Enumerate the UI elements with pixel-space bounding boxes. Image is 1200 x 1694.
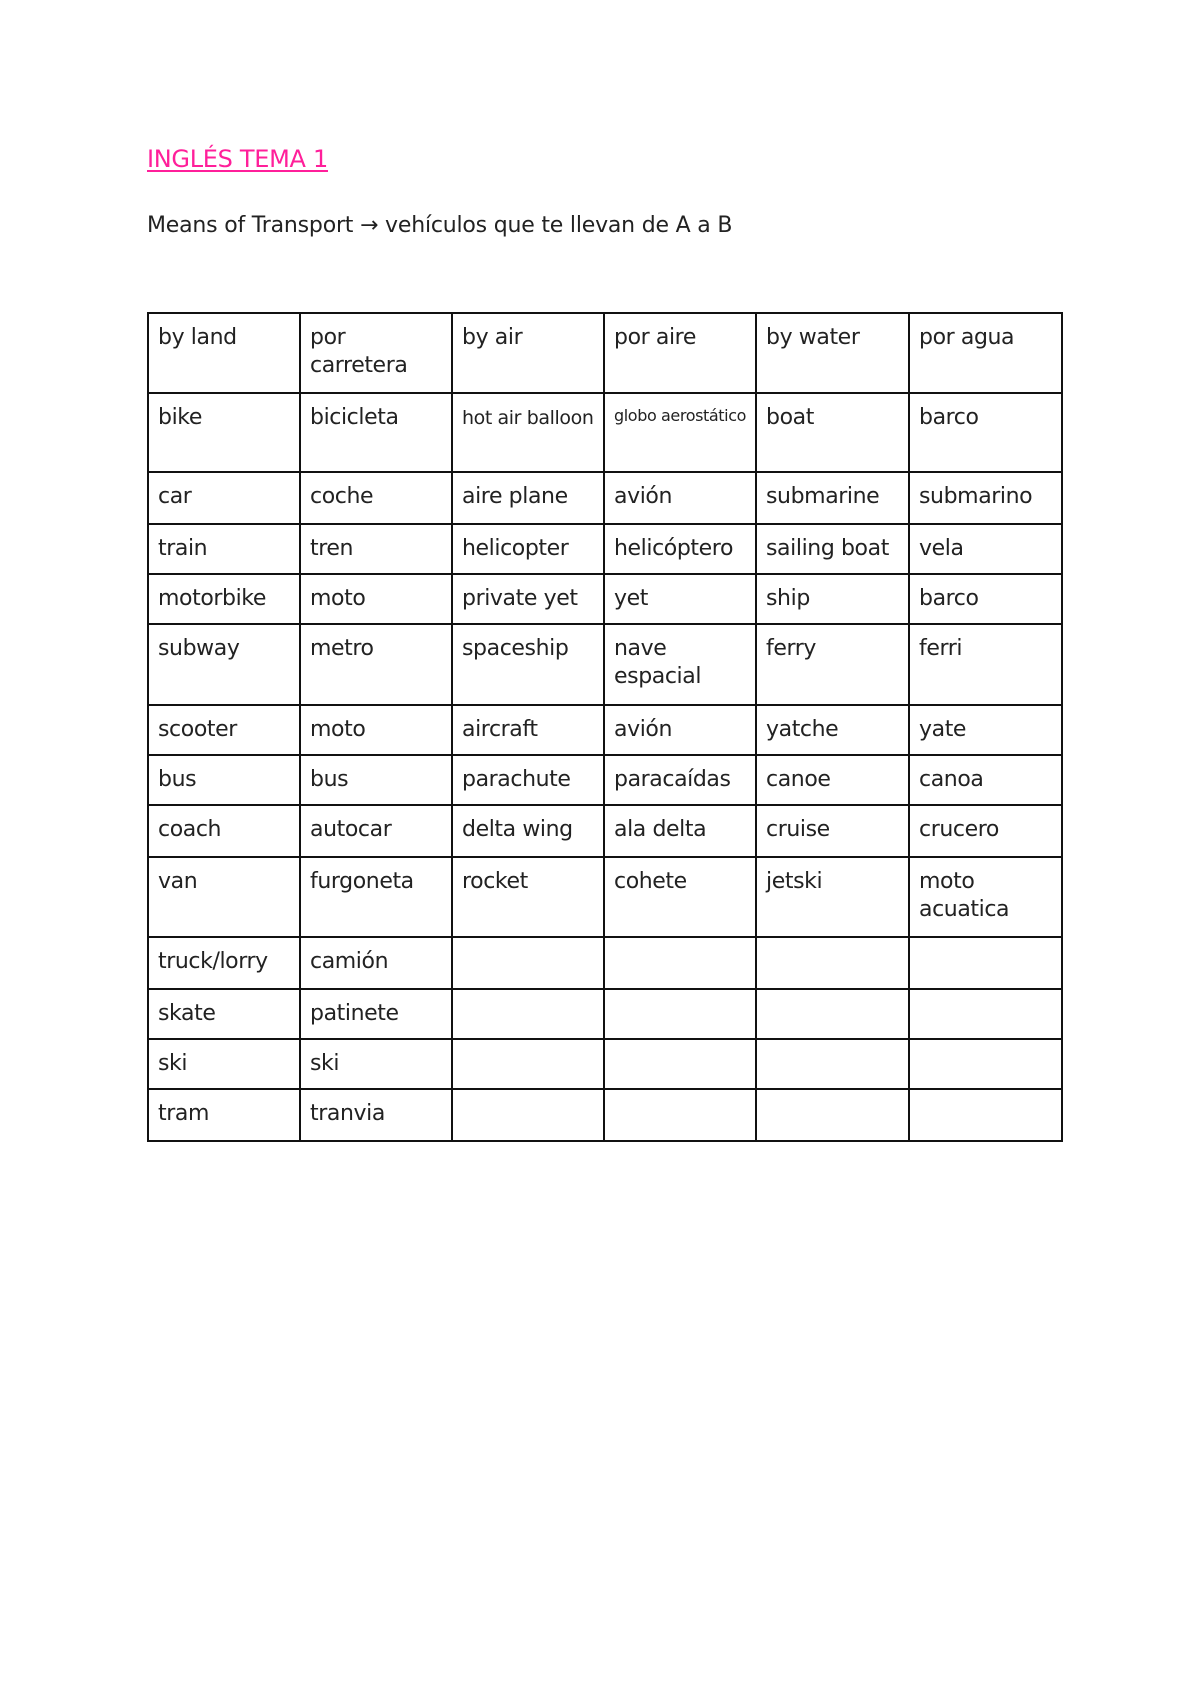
table-cell — [452, 937, 604, 989]
table-header-cell: by land — [148, 313, 300, 393]
table-cell: yate — [909, 705, 1062, 755]
table-cell: truck/lorry — [148, 937, 300, 989]
table-row — [148, 472, 1062, 524]
table-header-cell: by water — [756, 313, 909, 393]
table-cell — [604, 1089, 756, 1141]
table-cell: canoa — [909, 755, 1062, 805]
table-cell: barco — [909, 393, 1062, 472]
table-row — [148, 1089, 1062, 1141]
table-row — [148, 705, 1062, 755]
table-cell: motorbike — [148, 574, 300, 624]
table-cell: submarine — [756, 472, 909, 524]
table-cell: globo aerostático — [604, 393, 756, 472]
table-cell: ala delta — [604, 805, 756, 857]
table-cell: crucero — [909, 805, 1062, 857]
table-cell: tren — [300, 524, 452, 574]
table-cell: tram — [148, 1089, 300, 1141]
table-cell — [604, 1039, 756, 1089]
table-cell: car — [148, 472, 300, 524]
table-cell: scooter — [148, 705, 300, 755]
table-header-cell: por agua — [909, 313, 1062, 393]
table-row — [148, 989, 1062, 1039]
table-cell: bus — [300, 755, 452, 805]
table-cell: metro — [300, 624, 452, 705]
table-cell: parachute — [452, 755, 604, 805]
table-cell: moto — [300, 574, 452, 624]
table-cell: delta wing — [452, 805, 604, 857]
table-row — [148, 574, 1062, 624]
table-cell: vela — [909, 524, 1062, 574]
table-cell: bus — [148, 755, 300, 805]
table-cell: avión — [604, 472, 756, 524]
table-cell: nave espacial — [604, 624, 756, 705]
table-cell: van — [148, 857, 300, 937]
table-cell: ferri — [909, 624, 1062, 705]
table-cell: patinete — [300, 989, 452, 1039]
table-header-cell: by air — [452, 313, 604, 393]
table-cell: ski — [300, 1039, 452, 1089]
table-cell: coach — [148, 805, 300, 857]
table-cell: tranvia — [300, 1089, 452, 1141]
table-header-row — [148, 313, 1062, 393]
table-cell: bicicleta — [300, 393, 452, 472]
table-cell: aircraft — [452, 705, 604, 755]
table-cell: furgoneta — [300, 857, 452, 937]
table-row — [148, 393, 1062, 472]
table-row — [148, 1039, 1062, 1089]
table-cell — [756, 989, 909, 1039]
table-cell: ferry — [756, 624, 909, 705]
table-cell — [909, 1089, 1062, 1141]
table-cell: rocket — [452, 857, 604, 937]
table-cell: private yet — [452, 574, 604, 624]
vocabulary-table — [147, 312, 1063, 1142]
table-row — [148, 805, 1062, 857]
table-cell — [909, 1039, 1062, 1089]
table-cell: submarino — [909, 472, 1062, 524]
table-cell: helicóptero — [604, 524, 756, 574]
table-cell: canoe — [756, 755, 909, 805]
table-cell — [909, 937, 1062, 989]
table-cell: boat — [756, 393, 909, 472]
page-title: INGLÉS TEMA 1 — [147, 145, 328, 173]
table-cell: cruise — [756, 805, 909, 857]
table-cell: cohete — [604, 857, 756, 937]
table-cell: bike — [148, 393, 300, 472]
table-cell — [452, 1089, 604, 1141]
table-cell — [756, 937, 909, 989]
table-cell: hot air balloon — [452, 393, 604, 472]
table-cell: moto — [300, 705, 452, 755]
table-cell — [604, 989, 756, 1039]
table-cell — [604, 937, 756, 989]
table-row — [148, 624, 1062, 705]
table-cell: helicopter — [452, 524, 604, 574]
table-row — [148, 937, 1062, 989]
table-cell: yet — [604, 574, 756, 624]
table-row — [148, 524, 1062, 574]
table-cell: sailing boat — [756, 524, 909, 574]
table-cell: subway — [148, 624, 300, 705]
table-cell — [452, 1039, 604, 1089]
table-cell: avión — [604, 705, 756, 755]
table-cell: ship — [756, 574, 909, 624]
table-cell: aire plane — [452, 472, 604, 524]
table-cell: paracaídas — [604, 755, 756, 805]
table-header-cell: por aire — [604, 313, 756, 393]
table-cell — [909, 989, 1062, 1039]
table-cell: camión — [300, 937, 452, 989]
table-header-cell: por carretera — [300, 313, 452, 393]
table-cell: autocar — [300, 805, 452, 857]
table-cell: train — [148, 524, 300, 574]
page-subtitle: Means of Transport → vehículos que te llevan de A a B — [147, 213, 733, 238]
table-cell — [756, 1089, 909, 1141]
table-row — [148, 755, 1062, 805]
table-cell — [756, 1039, 909, 1089]
table-cell: barco — [909, 574, 1062, 624]
table-cell: moto acuatica — [909, 857, 1062, 937]
table-cell: yatche — [756, 705, 909, 755]
table-cell: coche — [300, 472, 452, 524]
table-row — [148, 857, 1062, 937]
table-cell: skate — [148, 989, 300, 1039]
table-cell: jetski — [756, 857, 909, 937]
table-cell: spaceship — [452, 624, 604, 705]
table-cell — [452, 989, 604, 1039]
table-cell: ski — [148, 1039, 300, 1089]
